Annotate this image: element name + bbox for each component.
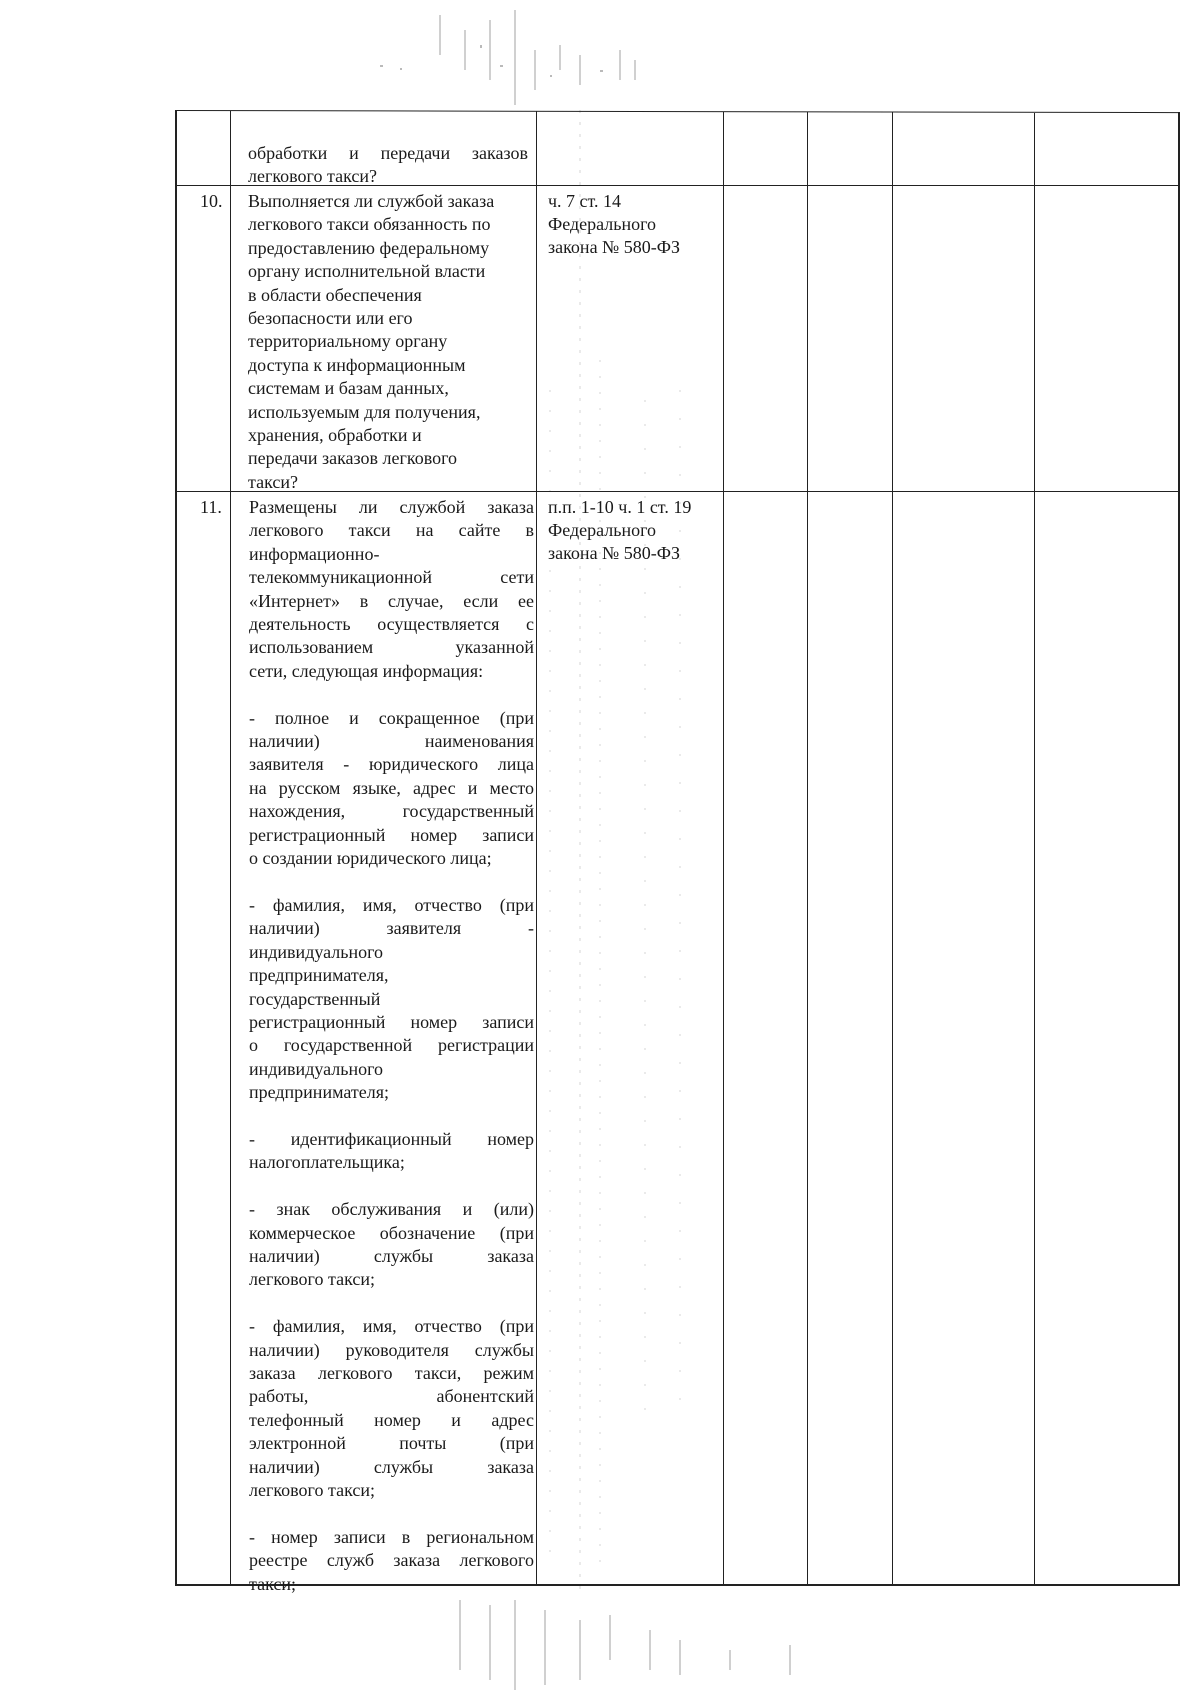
row-11-legal-reference xyxy=(548,496,720,565)
question-line: используемым для получения, xyxy=(248,401,481,422)
row-10-legal-reference xyxy=(548,190,718,259)
question-line: регистрационный номер записи xyxy=(249,1011,534,1032)
paragraph-gap xyxy=(249,1292,534,1315)
question-line: легкового такси? xyxy=(248,166,377,187)
question-line: хранения, обработки и xyxy=(248,425,422,446)
question-line: Размещены ли службой заказа xyxy=(249,497,534,517)
column-divider-col4 xyxy=(807,112,808,1585)
question-line: коммерческое обозначение (при xyxy=(249,1222,534,1243)
column-divider-reference xyxy=(723,112,724,1585)
question-line: легкового такси; xyxy=(249,1479,375,1500)
question-line: - знак обслуживания и (или) xyxy=(249,1199,534,1220)
question-line: работы, абонентский xyxy=(249,1386,534,1407)
question-line: доступа к информационным xyxy=(248,354,466,375)
question-line: заявителя - юридического лица xyxy=(249,754,534,775)
reference-line: Федерального xyxy=(548,214,657,234)
question-line: наличии) заявителя - xyxy=(249,918,534,939)
question-line: государственный xyxy=(249,988,381,1009)
row-10-question xyxy=(248,190,533,494)
question-line: о государственной регистрации xyxy=(249,1035,534,1056)
question-line: деятельность осуществляется с xyxy=(249,614,534,635)
question-line: в области обеспечения xyxy=(248,284,422,305)
question-line: легкового такси на сайте в xyxy=(249,520,534,541)
reference-line: ч. 7 ст. 14 xyxy=(548,191,622,211)
paragraph-gap xyxy=(249,1502,534,1525)
question-line: использованием указанной xyxy=(249,637,534,658)
question-line: наличии) службы заказа xyxy=(249,1245,534,1266)
question-line: территориальному органу xyxy=(248,331,448,352)
question-line: органу исполнительной власти xyxy=(248,261,486,282)
table-border-left xyxy=(175,110,177,1585)
question-line: предоставлению федеральному xyxy=(248,237,490,258)
question-line: легкового такси обязанность по xyxy=(248,214,491,235)
paragraph-gap xyxy=(249,1175,534,1198)
question-line: наличии) руководителя службы xyxy=(249,1339,534,1360)
question-line: реестре служб заказа легкового xyxy=(249,1550,534,1571)
question-line: индивидуального xyxy=(249,1058,384,1079)
question-line: Выполняется ли службой заказа xyxy=(248,191,495,211)
question-line: индивидуального xyxy=(249,941,384,962)
question-line: такси? xyxy=(248,471,298,492)
paragraph-gap xyxy=(249,683,534,706)
reference-line: закона № 580-ФЗ xyxy=(548,543,680,563)
question-line: предпринимателя, xyxy=(249,965,389,986)
question-line: «Интернет» в случае, если ее xyxy=(249,590,534,611)
question-line: на русском языке, адрес и место xyxy=(249,777,534,798)
table-border-right xyxy=(1178,112,1180,1585)
row-continuation-question xyxy=(248,142,528,189)
question-line: наличии) службы заказа xyxy=(249,1456,534,1477)
question-line: - фамилия, имя, отчество (при xyxy=(249,894,534,915)
row-number: 11. xyxy=(200,497,222,517)
paragraph-gap xyxy=(249,870,534,893)
question-line: обработки и передачи заказов xyxy=(248,143,528,163)
question-line: телекоммуникационной сети xyxy=(249,567,534,588)
question-line: - номер записи в региональном xyxy=(249,1526,534,1547)
question-line: системам и базам данных, xyxy=(248,378,449,399)
column-divider-number xyxy=(230,111,231,1585)
row-number: 10. xyxy=(200,191,223,211)
question-line: - идентификационный номер xyxy=(249,1128,534,1149)
scan-noise-bottom xyxy=(450,1600,830,1696)
question-line: предпринимателя; xyxy=(249,1082,389,1103)
question-line: нахождения, государственный xyxy=(249,801,534,822)
question-line: легкового такси; xyxy=(249,1269,375,1290)
question-line: налогоплательщика; xyxy=(249,1152,405,1173)
question-line: заказа легкового такси, режим xyxy=(249,1362,534,1383)
question-line: информационно- xyxy=(249,543,380,564)
paragraph-gap xyxy=(249,1105,534,1128)
question-line: - полное и сокращенное (при xyxy=(249,707,534,728)
row-11-question xyxy=(249,496,534,1596)
question-line: наличии) наименования xyxy=(249,731,534,752)
question-line: - фамилия, имя, отчество (при xyxy=(249,1316,534,1337)
reference-line: Федерального xyxy=(548,520,657,540)
question-line: передачи заказов легкового xyxy=(248,448,458,469)
reference-line: закона № 580-ФЗ xyxy=(548,237,680,257)
column-divider-col6 xyxy=(1034,113,1035,1585)
scan-noise-top xyxy=(370,10,690,110)
question-line: телефонный номер и адрес xyxy=(249,1409,534,1430)
question-line: регистрационный номер записи xyxy=(249,824,534,845)
question-line: о создании юридического лица; xyxy=(249,848,492,869)
question-line: такси; xyxy=(249,1573,296,1594)
question-line: безопасности или его xyxy=(248,308,413,329)
column-divider-question xyxy=(536,111,537,1585)
question-line: сети, следующая информация: xyxy=(249,660,484,681)
reference-line: п.п. 1-10 ч. 1 ст. 19 xyxy=(548,497,692,517)
question-line: электронной почты (при xyxy=(249,1433,534,1454)
column-divider-col5 xyxy=(892,112,893,1585)
